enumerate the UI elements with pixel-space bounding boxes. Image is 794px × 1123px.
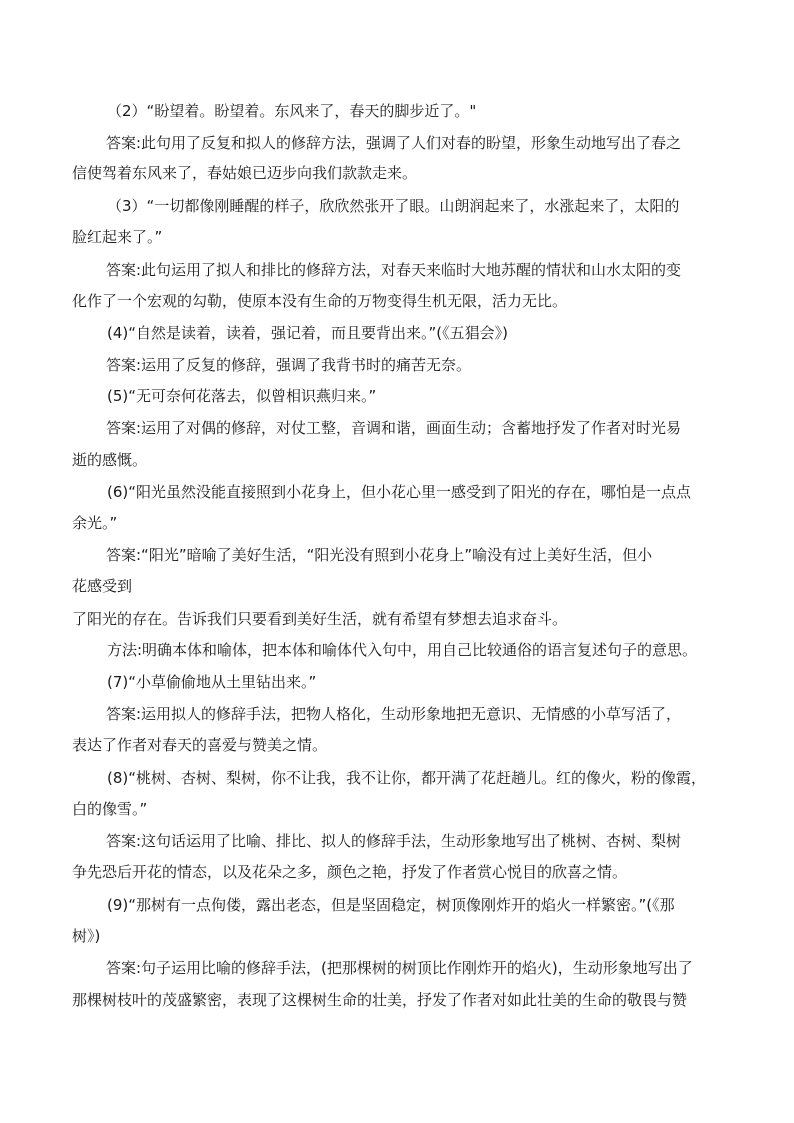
answer-line: 逝的感慨。: [72, 451, 148, 469]
answer-line: 答案:“阳光”暗喻了美好生活，“阳光没有照到小花身上”喻没有过上美好生活，但小: [106, 546, 653, 564]
answer-line: 了阳光的存在。告诉我们只要看到美好生活，就有希望有梦想去追求奋斗。: [72, 610, 568, 628]
question-line: 余光。”: [72, 514, 118, 532]
question-line: (8)“桃树、杏树、梨树，你不让我，我不让你，都开满了花赶趟儿。红的像火，粉的像霞，: [107, 769, 707, 787]
question-line: (6)“阳光虽然没能直接照到小花身上，但小花心里一感受到了阳光的存在，哪怕是一点点: [107, 483, 692, 501]
question-line: 树》): [72, 927, 101, 945]
answer-line: 答案:这句话运用了比喻、排比、拟人的修辞手法，生动形象地写出了桃树、杏树、梨树: [106, 832, 682, 850]
question-line: （3）“一切都像刚睡醒的样子，欣欣然张开了眼。山朗润起来了，水涨起来了，太阳的: [107, 197, 680, 215]
answer-line: 争先恐后开花的情态，以及花朵之多，颜色之艳，抒发了作者赏心悦目的欣喜之情。: [72, 863, 628, 881]
question-line: (4)“自然是读着，读着，强记着，而且要背出来。”(《五猖会》): [107, 324, 508, 342]
question-line: （2）“盼望着。盼望着。东风来了，春天的脚步近了。": [107, 102, 477, 120]
answer-line: 答案:此句运用了拟人和排比的修辞方法，对春天来临时大地苏醒的情状和山水太阳的变: [106, 261, 682, 279]
question-line: (5)“无可奈何花落去，似曾相识燕归来。”: [107, 387, 377, 405]
answer-line: 答案:句子运用比喻的修辞手法，(把那棵树的树顶比作刚炸开的焰火)，生动形象地写出了: [106, 959, 693, 977]
question-line: (9)“那树有一点佝偻，露出老态，但是坚固稳定，树顶像刚炸开的焰火一样繁密。”(《那: [107, 896, 675, 914]
answer-line: 答案:运用了对偶的修辞，对仗工整，音调和谐，画面生动；含蓄地抒发了作者对时光易: [106, 419, 682, 437]
answer-line: 那棵树枝叶的茂盛繁密，表现了这棵树生命的壮美，抒发了作者对如此壮美的生命的敬畏与赞: [72, 991, 688, 1009]
question-line: 脸红起来了。”: [72, 228, 163, 246]
answer-line: 表达了作者对春天的喜爱与赞美之情。: [72, 736, 328, 754]
question-line: (7)“小草偷偷地从土里钻出来。”: [107, 673, 317, 691]
question-line: 白的像雪。”: [72, 800, 148, 818]
answer-line: 答案:此句用了反复和拟人的修辞方法，强调了人们对春的盼望，形象生动地写出了春之: [106, 134, 682, 152]
answer-line: 答案:运用拟人的修辞手法，把物人格化，生动形象地把无意识、无情感的小草写活了，: [106, 705, 682, 723]
answer-line: 信使驾着东风来了，春姑娘已迈步向我们款款走来。: [72, 164, 418, 182]
method-line: 方法:明确本体和喻体，把本体和喻体代入句中，用自己比较通俗的语言复述句子的意思。: [107, 641, 698, 659]
answer-line: 花感受到: [72, 577, 133, 595]
answer-line: 化作了一个宏观的勾勒，使原本没有生命的万物变得生机无限，活力无比。: [72, 292, 568, 310]
answer-line: 答案:运用了反复的修辞，强调了我背书时的痛苦无奈。: [106, 356, 472, 374]
